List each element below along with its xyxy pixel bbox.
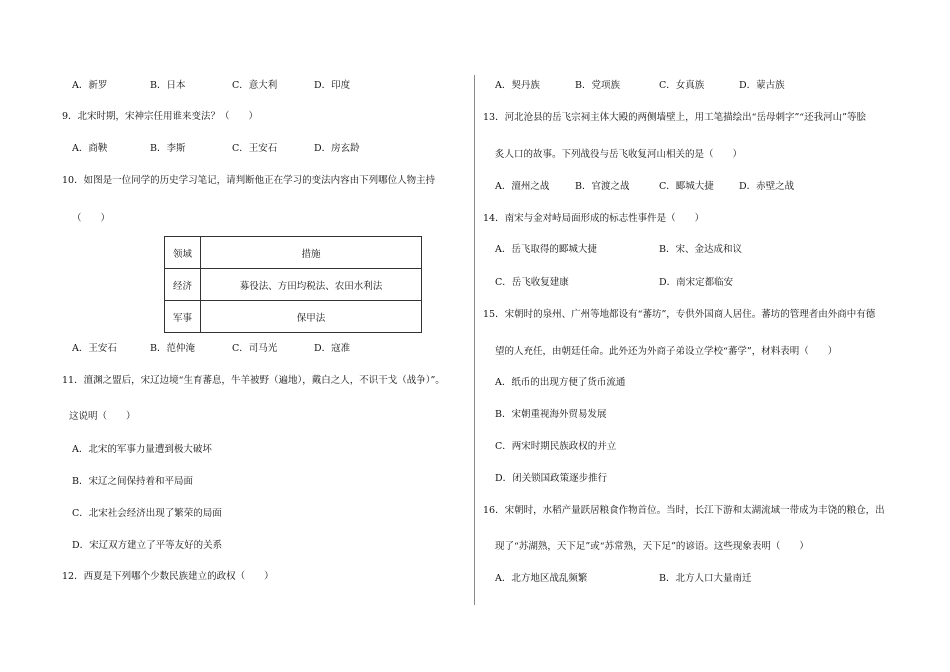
q15-stem-cont: 望的人充任，由朝廷任命。此外还为外商子弟设立学校“蕃学”，材料表明（ ） [495, 346, 838, 357]
q12-option-b[interactable]: B．党项族 [575, 80, 620, 91]
table-cell: 军事 [165, 301, 201, 333]
q15-option-a[interactable]: A．纸币的出现方便了货币流通 [495, 377, 626, 388]
q16-option-b[interactable]: B．北方人口大量南迁 [659, 573, 752, 584]
table-header-field: 领域 [165, 237, 201, 269]
q13-option-b[interactable]: B．官渡之战 [575, 181, 630, 192]
q15-stem: 15．宋朝时的泉州、广州等地都设有“蕃坊”，专供外国商人居住。蕃坊的管理者由外商中有德 [483, 309, 876, 320]
q8-option-d[interactable]: D．印度 [314, 80, 351, 91]
q11-option-b[interactable]: B．宋辽之间保持着和平局面 [72, 476, 193, 487]
table-row [165, 269, 422, 301]
q8-option-a[interactable]: A．新罗 [72, 80, 108, 91]
right-column [483, 0, 903, 672]
table-cell: 保甲法 [201, 301, 422, 333]
q12-option-d[interactable]: D．蒙古族 [739, 80, 785, 91]
q14-option-d[interactable]: D．南宋定都临安 [659, 277, 734, 288]
q11-option-d[interactable]: D．宋辽双方建立了平等友好的关系 [72, 540, 223, 551]
q10-option-d[interactable]: D．寇准 [314, 343, 351, 354]
q16-stem: 16．宋朝时，水稻产量跃居粮食作物首位。当时，长江下游和太湖流域一带成为丰饶的粮仓，出 [483, 505, 885, 516]
q12-option-c[interactable]: C．女真族 [659, 80, 705, 91]
q16-option-a[interactable]: A．北方地区战乱频繁 [495, 573, 588, 584]
q10-paren: （ ） [72, 213, 111, 224]
table-cell: 经济 [165, 269, 201, 301]
q9-option-a[interactable]: A．商鞅 [72, 143, 108, 154]
q15-option-d[interactable]: D．闭关锁国政策逐步推行 [495, 473, 608, 484]
table-row [165, 301, 422, 333]
column-divider [474, 75, 475, 605]
q9-option-b[interactable]: B．李斯 [150, 143, 186, 154]
q14-option-b[interactable]: B．宋、金达成和议 [659, 244, 742, 255]
q9-option-d[interactable]: D．房玄龄 [314, 143, 360, 154]
study-note-table [164, 236, 422, 333]
q8-option-b[interactable]: B．日本 [150, 80, 186, 91]
q14-stem: 14．南宋与金对峙局面形成的标志性事件是（ ） [483, 213, 705, 224]
table-cell: 募役法、方田均税法、农田水利法 [201, 269, 422, 301]
q15-option-c[interactable]: C．两宋时期民族政权的并立 [495, 441, 617, 452]
q11-option-a[interactable]: A．北宋的军事力量遭到极大破坏 [72, 444, 212, 455]
q13-option-d[interactable]: D．赤壁之战 [739, 181, 795, 192]
q10-option-c[interactable]: C．司马光 [232, 343, 278, 354]
q13-stem-cont: 炙人口的故事。下列战役与岳飞收复河山相关的是（ ） [495, 149, 743, 160]
q11-option-c[interactable]: C．北宋社会经济出现了繁荣的局面 [72, 508, 222, 519]
q10-stem: 10．如图是一位同学的历史学习笔记，请判断他正在学习的变法内容由下列哪位人物主持 [62, 175, 436, 186]
q14-option-c[interactable]: C．岳飞收复建康 [495, 277, 569, 288]
q13-option-a[interactable]: A．澶州之战 [495, 181, 550, 192]
q11-stem-cont: 这说明（ ） [69, 411, 136, 422]
q10-option-a[interactable]: A．王安石 [72, 343, 117, 354]
q9-stem: 9．北宋时期，宋神宗任用谁来变法？（ ） [62, 111, 259, 122]
q10-option-b[interactable]: B．范仲淹 [150, 343, 195, 354]
q15-option-b[interactable]: B．宋朝重视海外贸易发展 [495, 409, 607, 420]
q13-stem: 13．河北沧县的岳飞宗祠主体大殿的两侧墙壁上，用工笔描绘出“岳母刺字”“还我河山”等脍 [483, 112, 867, 123]
table-header-measures: 措施 [201, 237, 422, 269]
left-column [62, 0, 482, 672]
q14-option-a[interactable]: A．岳飞取得的郾城大捷 [495, 244, 597, 255]
q8-option-c[interactable]: C．意大利 [232, 80, 278, 91]
q12-option-a[interactable]: A．契丹族 [495, 80, 540, 91]
q9-option-c[interactable]: C．王安石 [232, 143, 278, 154]
table-row [165, 237, 422, 269]
q11-stem: 11．澶渊之盟后，宋辽边境“生育蕃息，牛羊被野（遍地），戴白之人，不识干戈（战争）”。 [62, 375, 445, 386]
q13-option-c[interactable]: C．郾城大捷 [659, 181, 714, 192]
q12-stem: 12．西夏是下列哪个少数民族建立的政权（ ） [62, 571, 274, 582]
q16-stem-cont: 现了“苏湖熟，天下足”或“苏常熟，天下足”的谚语。这些现象表明（ ） [495, 541, 809, 552]
